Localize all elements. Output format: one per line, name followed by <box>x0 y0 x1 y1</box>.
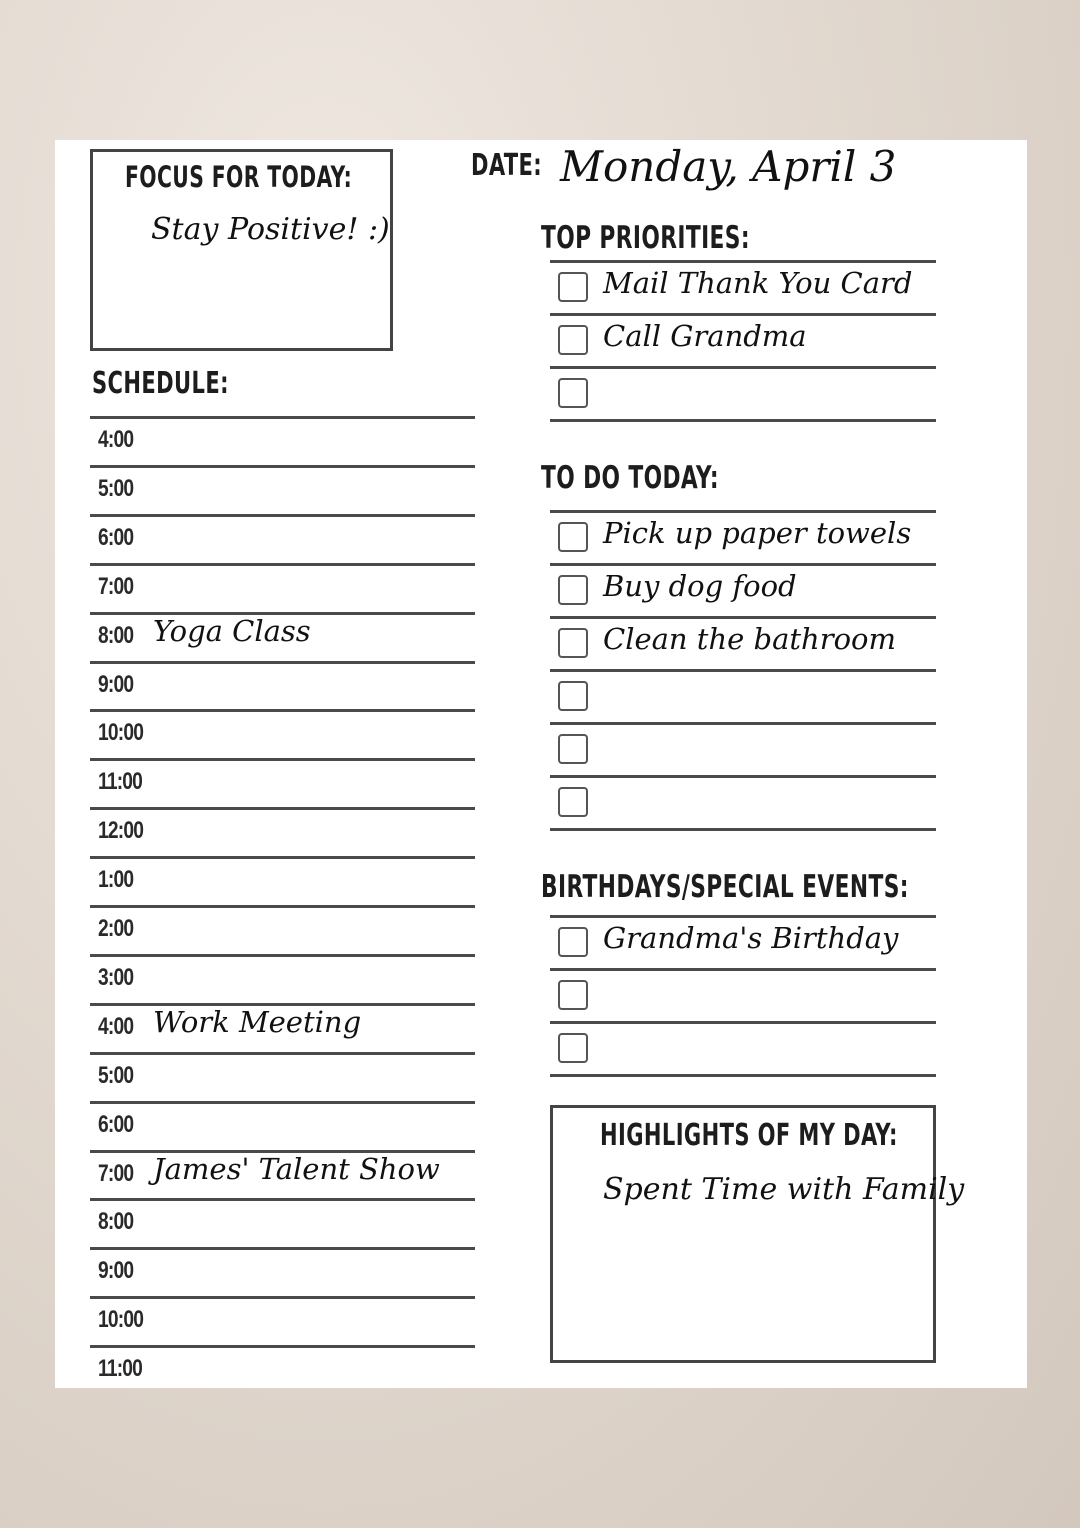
event-item-divider <box>550 1021 936 1024</box>
event-item-checkbox[interactable] <box>558 927 588 957</box>
schedule-time: 12:00 <box>98 817 144 845</box>
schedule-time: 2:00 <box>98 915 134 942</box>
priority-item-text[interactable]: Mail Thank You Card <box>603 266 913 300</box>
event-item-text[interactable]: Grandma's Birthday <box>603 921 899 955</box>
priority-item-divider <box>550 260 936 263</box>
schedule-divider <box>90 661 475 664</box>
schedule-time: 5:00 <box>98 474 134 502</box>
focus-text[interactable]: Stay Positive! :) <box>151 212 390 247</box>
schedule-divider <box>90 1247 475 1250</box>
schedule-time: 10:00 <box>98 719 144 747</box>
todo-item-text[interactable]: Buy dog food <box>603 569 797 603</box>
schedule-time: 1:00 <box>98 866 134 894</box>
priority-item-checkbox[interactable] <box>558 325 588 355</box>
todo-item-text[interactable]: Clean the bathroom <box>603 622 896 656</box>
todo-item-divider <box>550 828 936 831</box>
todo-item-divider <box>550 722 936 725</box>
schedule-time: 9:00 <box>98 670 134 698</box>
schedule-divider <box>90 856 475 859</box>
event-item-checkbox[interactable] <box>558 980 588 1010</box>
todo-item-divider <box>550 775 936 778</box>
event-item-divider <box>550 968 936 971</box>
priority-item-divider <box>550 419 936 422</box>
todo-item-checkbox[interactable] <box>558 575 588 605</box>
schedule-time: 6:00 <box>98 523 134 551</box>
date-value[interactable]: Monday, April 3 <box>560 142 897 191</box>
events-label: BIRTHDAYS/SPECIAL EVENTS: <box>541 869 909 905</box>
schedule-divider <box>90 563 475 566</box>
highlights-text[interactable]: Spent Time with Family <box>603 1172 965 1207</box>
schedule-entry[interactable]: Yoga Class <box>153 613 311 648</box>
schedule-divider <box>90 1198 475 1201</box>
schedule-divider <box>90 465 475 468</box>
date-label: DATE: <box>471 148 543 183</box>
priority-item-divider <box>550 313 936 316</box>
schedule-divider <box>90 514 475 517</box>
event-item-divider <box>550 915 936 918</box>
schedule-time: 3:00 <box>98 963 134 991</box>
schedule-divider <box>90 954 475 957</box>
priority-item-text[interactable]: Call Grandma <box>603 319 807 353</box>
event-item-checkbox[interactable] <box>558 1033 588 1063</box>
schedule-time: 7:00 <box>98 1159 134 1187</box>
schedule-time: 9:00 <box>98 1257 134 1285</box>
todo-item-checkbox[interactable] <box>558 787 588 817</box>
schedule-entry[interactable]: Work Meeting <box>153 1004 362 1039</box>
schedule-label: SCHEDULE: <box>92 366 229 401</box>
todo-item-checkbox[interactable] <box>558 522 588 552</box>
event-item-divider <box>550 1074 936 1077</box>
top-priorities-label: TOP PRIORITIES: <box>541 220 750 256</box>
priority-item-checkbox[interactable] <box>558 378 588 408</box>
schedule-divider <box>90 709 475 712</box>
schedule-entry[interactable]: James' Talent Show <box>153 1151 440 1186</box>
schedule-divider <box>90 807 475 810</box>
schedule-time: 7:00 <box>98 572 134 600</box>
schedule-divider <box>90 1101 475 1104</box>
todo-item-text[interactable]: Pick up paper towels <box>603 516 912 550</box>
schedule-time: 6:00 <box>98 1110 134 1138</box>
schedule-time: 5:00 <box>98 1061 134 1089</box>
planner-sheet <box>55 140 1027 1388</box>
schedule-time: 11:00 <box>98 768 143 796</box>
todo-item-checkbox[interactable] <box>558 681 588 711</box>
todo-item-divider <box>550 510 936 513</box>
schedule-time: 8:00 <box>98 621 134 649</box>
schedule-divider <box>90 905 475 908</box>
schedule-time: 4:00 <box>98 426 134 453</box>
todo-item-divider <box>550 669 936 672</box>
todo-item-checkbox[interactable] <box>558 628 588 658</box>
highlights-label: HIGHLIGHTS OF MY DAY: <box>600 1118 898 1153</box>
priority-item-checkbox[interactable] <box>558 272 588 302</box>
schedule-time: 11:00 <box>98 1355 143 1383</box>
schedule-divider <box>90 1345 475 1348</box>
todo-label: TO DO TODAY: <box>541 460 719 496</box>
todo-item-checkbox[interactable] <box>558 734 588 764</box>
schedule-time: 4:00 <box>98 1012 134 1040</box>
todo-item-divider <box>550 616 936 619</box>
schedule-divider <box>90 758 475 761</box>
schedule-time: 10:00 <box>98 1306 144 1334</box>
focus-label: FOCUS FOR TODAY: <box>125 160 353 194</box>
schedule-divider <box>90 416 475 419</box>
schedule-divider <box>90 1296 475 1299</box>
schedule-time: 8:00 <box>98 1208 134 1236</box>
schedule-divider <box>90 1052 475 1055</box>
priority-item-divider <box>550 366 936 369</box>
todo-item-divider <box>550 563 936 566</box>
